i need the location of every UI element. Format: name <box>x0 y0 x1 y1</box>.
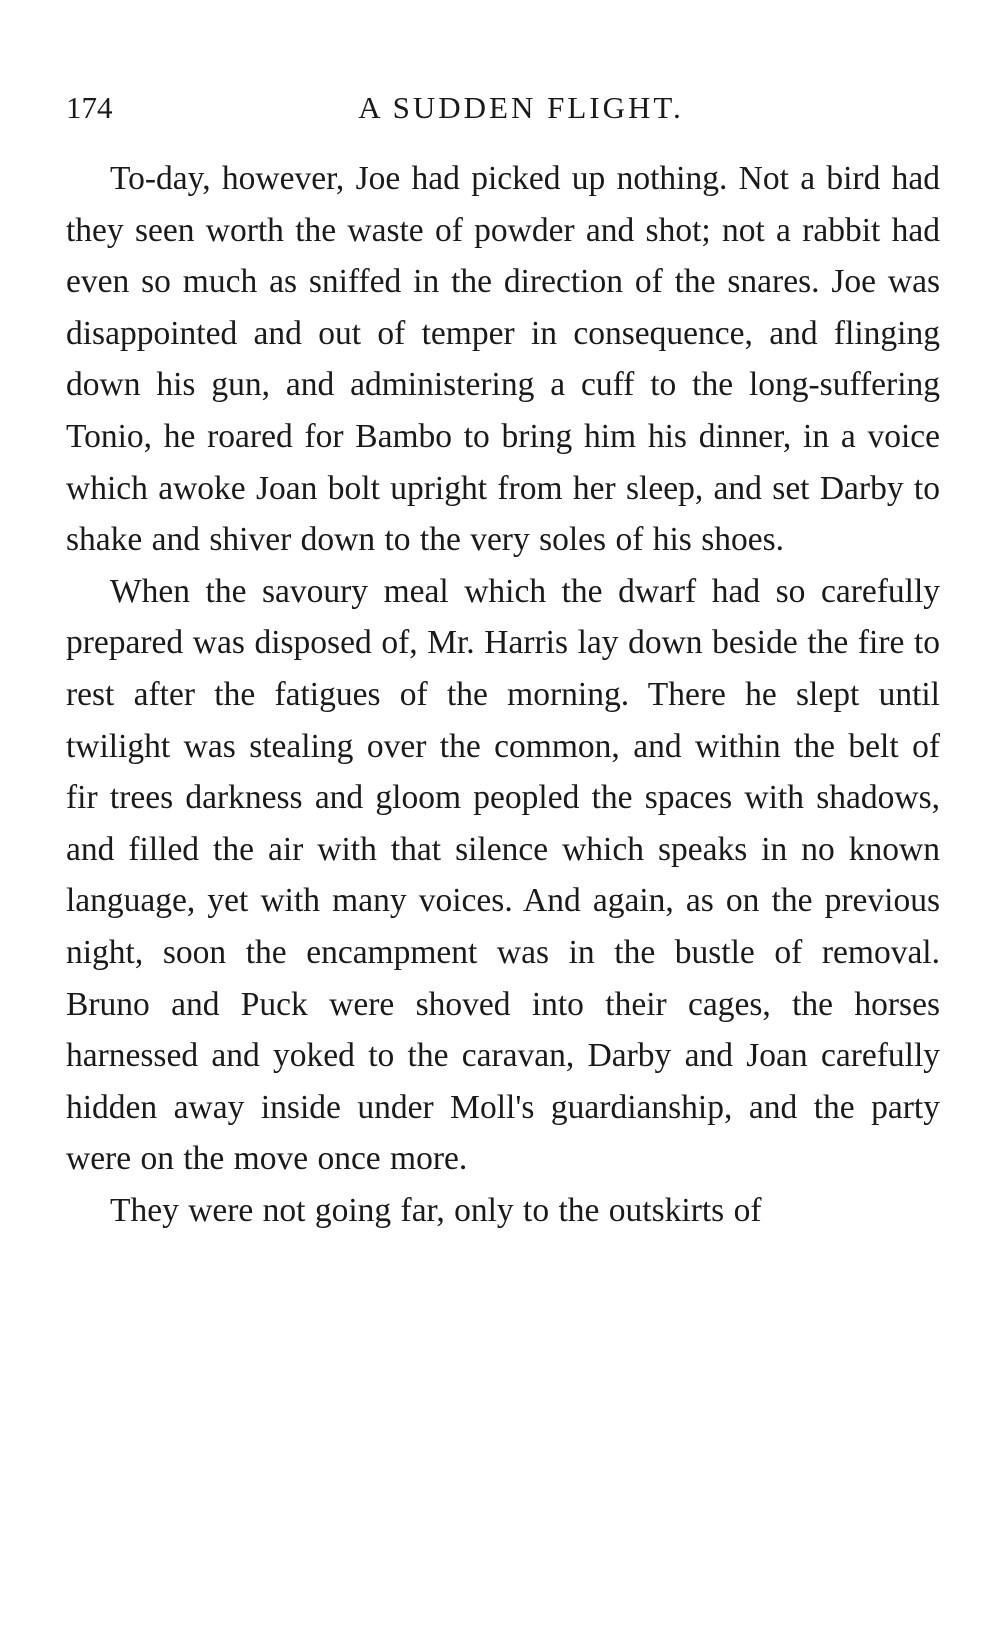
running-head <box>66 88 940 128</box>
paragraph-3: They were not going far, only to the outskirts of <box>110 1191 762 1229</box>
body-text <box>66 153 940 1236</box>
book-page <box>66 0 940 1648</box>
paragraph-1: To-day, however, Joe had picked up nothing. Not a bird had they seen worth the waste of powder and shot; not a rabbit had even so much as sniffed in the direction of the snares. Joe was disappointed and out of temper in consequence, and flinging down his gun, and administering a cuff to the long-suffering Tonio, he roared for Bambo to bring him his dinner, in a voice which awoke Joan bolt upright from her sleep, and set Darby to shake and shiver down to the very soles of his shoes. <box>66 160 940 559</box>
running-title: A SUDDEN FLIGHT. <box>358 90 684 125</box>
page-number: 174 <box>66 90 113 125</box>
paragraph-2: When the savoury meal which the dwarf had so carefully prepared was disposed of, Mr. Harris lay down beside the fire to rest after the fatigues of the morning. There he slept until twilight was stealing over the common, and within the belt of fir trees darkness and gloom peopled the spaces with shadows, and filled the air with that silence which speaks in no known language, yet with many voices. And again, as on the previous night, soon the encampment was in the bustle of removal. Bruno and Puck were shoved into their cages, the horses harnessed and yoked to the caravan, Darby and Joan carefully hidden away inside under Moll's guardianship, and the party were on the move once more. <box>66 572 940 1178</box>
